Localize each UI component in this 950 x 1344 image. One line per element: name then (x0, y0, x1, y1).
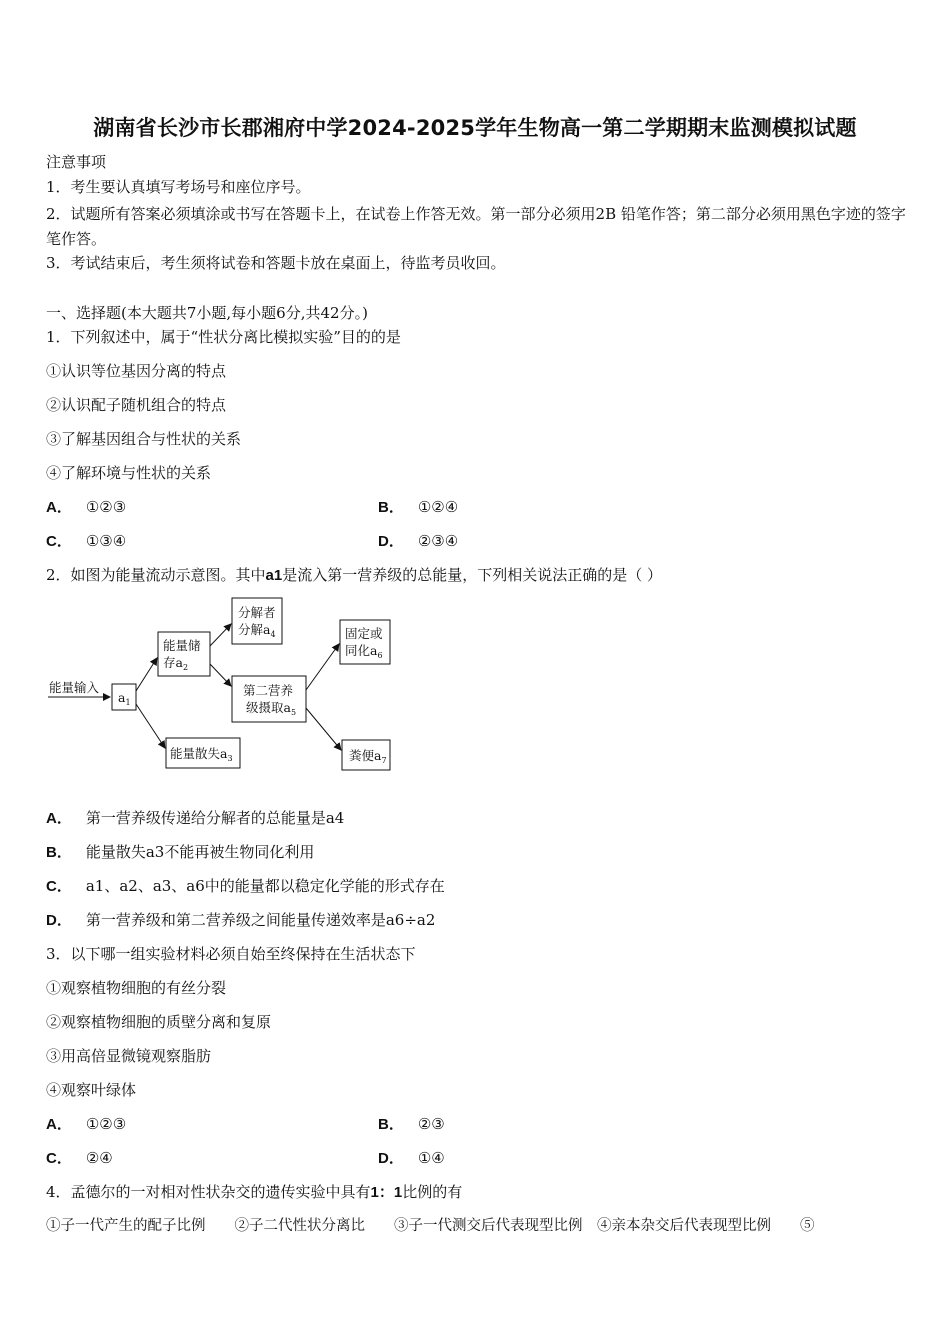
notice-heading: 注意事项 (46, 153, 107, 171)
q1-item-3: ③了解基因组合与性状的关系 (46, 430, 242, 448)
section-heading: 一、选择题(本大题共7小题,每小题6分,共42分。) (46, 304, 368, 322)
label-feces: 粪便$a_7$ (349, 748, 387, 765)
notice-item-2: 2．试题所有答案必须填涂或书写在答题卡上，在试卷上作答无效。第一部分必须用2B 铅笔作答；第二部分必须用黑色字迹的签字笔作答。 (46, 205, 906, 248)
q3-option-a: A． ①②③ (46, 1115, 127, 1133)
q2-option-c: C． a1、a2、a3、a6中的能量都以稳定化学能的形式存在 (46, 877, 445, 895)
q2-option-a: A． 第一营养级传递给分解者的总能量是a4 (46, 809, 345, 827)
notice-item-3: 3．考试结束后，考生须将试卷和答题卡放在桌面上，待监考员收回。 (46, 254, 506, 272)
arrow-a1-dissipate (136, 704, 165, 748)
arrow-storage-decomposer (210, 624, 231, 646)
arrow-second-feces (306, 708, 341, 750)
label-input: 能量输入 (49, 680, 100, 695)
arrow-a1-storage (136, 658, 157, 691)
label-second-1: 第二营养 (243, 683, 294, 698)
q3-item-4: ④观察叶绿体 (46, 1081, 137, 1099)
q2-option-b: B． 能量散失a3不能再被生物同化利用 (46, 843, 315, 861)
arrow-storage-second (210, 664, 231, 686)
q1-option-d: D． ②③④ (378, 532, 459, 550)
q3-item-2: ②观察植物细胞的质壁分离和复原 (46, 1013, 272, 1031)
label-fixed-1: 固定或 (345, 626, 383, 641)
label-dissipate: 能量散失$a_3$ (170, 746, 233, 763)
q1-option-a: A． ①②③ (46, 498, 127, 516)
q4-items: ①子一代产生的配子比例 ②子二代性状分离比 ③子一代测交后代表现型比例 ④亲本杂交后代表现型比例 ⑤ (46, 1218, 815, 1234)
label-second-2: 级摄取$a_5$ (246, 700, 297, 717)
arrow-second-fixed (306, 644, 339, 690)
q1-item-2: ②认识配子随机组合的特点 (46, 396, 227, 414)
q1-item-1: ①认识等位基因分离的特点 (46, 362, 227, 380)
q1-stem: 1．下列叙述中，属于“性状分离比模拟实验”目的的是 (46, 328, 401, 346)
q3-item-3: ③用高倍显微镜观察脂肪 (46, 1047, 212, 1065)
label-fixed-2: 同化$a_6$ (345, 643, 383, 660)
q3-option-b: B． ②③ (378, 1115, 445, 1133)
q2-stem: 2．如图为能量流动示意图。其中a1是流入第一营养级的总能量，下列相关说法正确的是（ ） (46, 566, 663, 584)
label-storage-2: 存$a_2$ (163, 655, 189, 672)
q1-option-c: C． ①③④ (46, 532, 127, 550)
label-storage-1: 能量储 (163, 638, 201, 653)
q4-stem: 4．孟德尔的一对相对性状杂交的遗传实验中具有1：1比例的有 (46, 1183, 463, 1201)
label-decomposer-2: 分解$a_4$ (238, 622, 276, 639)
page-title: 湖南省长沙市长郡湘府中学2024-2025学年生物高一第二学期期末监测模拟试题 (93, 116, 857, 140)
label-a1: $a_1$ (118, 690, 131, 707)
q3-stem: 3．以下哪一组实验材料必须自始至终保持在生活状态下 (46, 945, 416, 963)
q3-option-c: C． ②④ (46, 1149, 113, 1167)
q3-item-1: ①观察植物细胞的有丝分裂 (46, 979, 227, 997)
q2-option-d: D． 第一营养级和第二营养级之间能量传递效率是a6÷a2 (46, 911, 436, 929)
energy-flow-diagram (46, 594, 406, 774)
q1-option-b: B． ①②④ (378, 498, 459, 516)
q1-item-4: ④了解环境与性状的关系 (46, 464, 212, 482)
notice-item-1: 1．考生要认真填写考场号和座位序号。 (46, 178, 311, 196)
q3-option-d: D． ①④ (378, 1149, 445, 1167)
label-decomposer-1: 分解者 (238, 605, 276, 620)
